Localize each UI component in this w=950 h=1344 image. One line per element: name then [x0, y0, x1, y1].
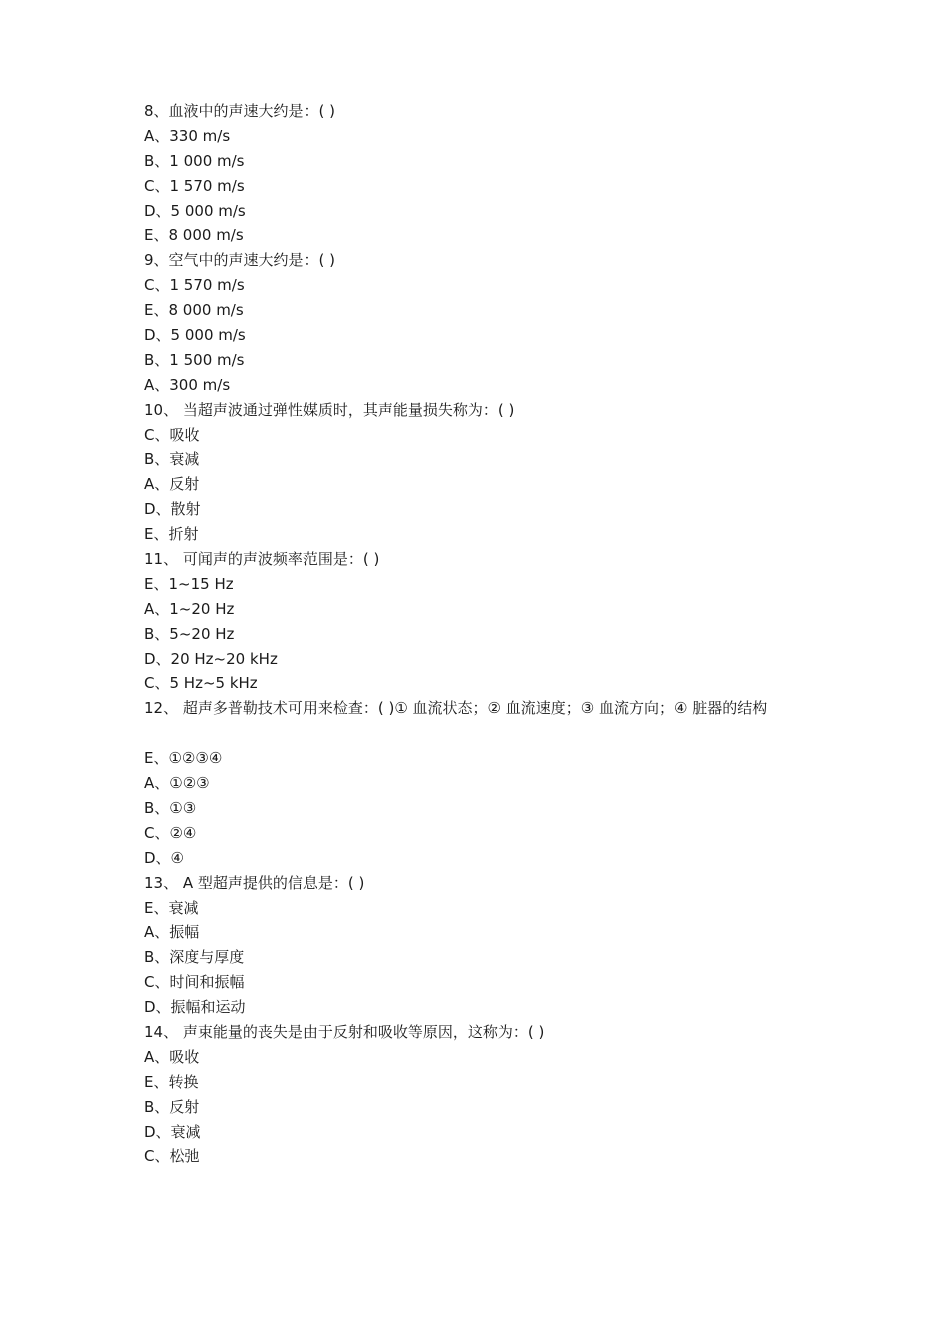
option: C、②④ [144, 823, 197, 842]
option: E、①②③④ [144, 749, 223, 768]
option: E、衰减 [144, 898, 199, 917]
option: E、8 000 m/s [144, 301, 244, 320]
question-stem: 12、 超声多普勒技术可用来检查：( )① 血流状态；② 血流速度；③ 血流方向；④ 脏器的结构 [144, 699, 768, 718]
option: C、松弛 [144, 1147, 200, 1166]
option: C、1 570 m/s [144, 276, 245, 295]
option: C、时间和振幅 [144, 973, 245, 992]
option: B、深度与厚度 [144, 948, 245, 967]
option: C、1 570 m/s [144, 176, 245, 195]
option: D、20 Hz~20 kHz [144, 649, 278, 668]
question-11 [144, 547, 814, 696]
option: B、衰减 [144, 450, 200, 469]
question-stem: 9、空气中的声速大约是：( ) [144, 251, 336, 270]
question-13 [144, 871, 814, 1020]
option: D、散射 [144, 500, 201, 519]
option: B、1 000 m/s [144, 151, 245, 170]
question-stem: 8、血液中的声速大约是：( ) [144, 102, 336, 120]
option: E、转换 [144, 1072, 199, 1091]
option: A、振幅 [144, 923, 200, 942]
question-14 [144, 1020, 814, 1169]
question-9 [144, 248, 814, 397]
question-10 [144, 398, 814, 547]
question-stem: 11、 可闻声的声波频率范围是：( ) [144, 550, 380, 569]
question-stem: 13、 A 型超声提供的信息是：( ) [144, 873, 365, 892]
option: B、①③ [144, 798, 197, 817]
document-body [144, 99, 814, 1169]
option: A、①②③ [144, 774, 210, 793]
option: C、吸收 [144, 425, 200, 444]
option: B、反射 [144, 1097, 200, 1116]
option: D、5 000 m/s [144, 326, 246, 345]
option: A、1~20 Hz [144, 599, 235, 618]
question-12 [144, 696, 814, 870]
option: D、④ [144, 848, 184, 867]
option: D、5 000 m/s [144, 201, 246, 220]
option: E、1~15 Hz [144, 574, 234, 593]
question-stem: 14、 声束能量的丧失是由于反射和吸收等原因，这称为：( ) [144, 1022, 545, 1041]
option: B、5~20 Hz [144, 624, 235, 643]
option: E、8 000 m/s [144, 226, 244, 245]
question-8 [144, 99, 814, 248]
option: A、反射 [144, 475, 200, 494]
option: C、5 Hz~5 kHz [144, 674, 258, 693]
question-stem: 10、 当超声波通过弹性媒质时，其声能量损失称为：( ) [144, 400, 515, 419]
option: D、振幅和运动 [144, 998, 246, 1017]
option: D、衰减 [144, 1122, 201, 1141]
option: A、吸收 [144, 1047, 200, 1066]
option: B、1 500 m/s [144, 350, 245, 369]
option: A、330 m/s [144, 126, 231, 145]
option: A、300 m/s [144, 375, 231, 394]
option: E、折射 [144, 525, 199, 544]
